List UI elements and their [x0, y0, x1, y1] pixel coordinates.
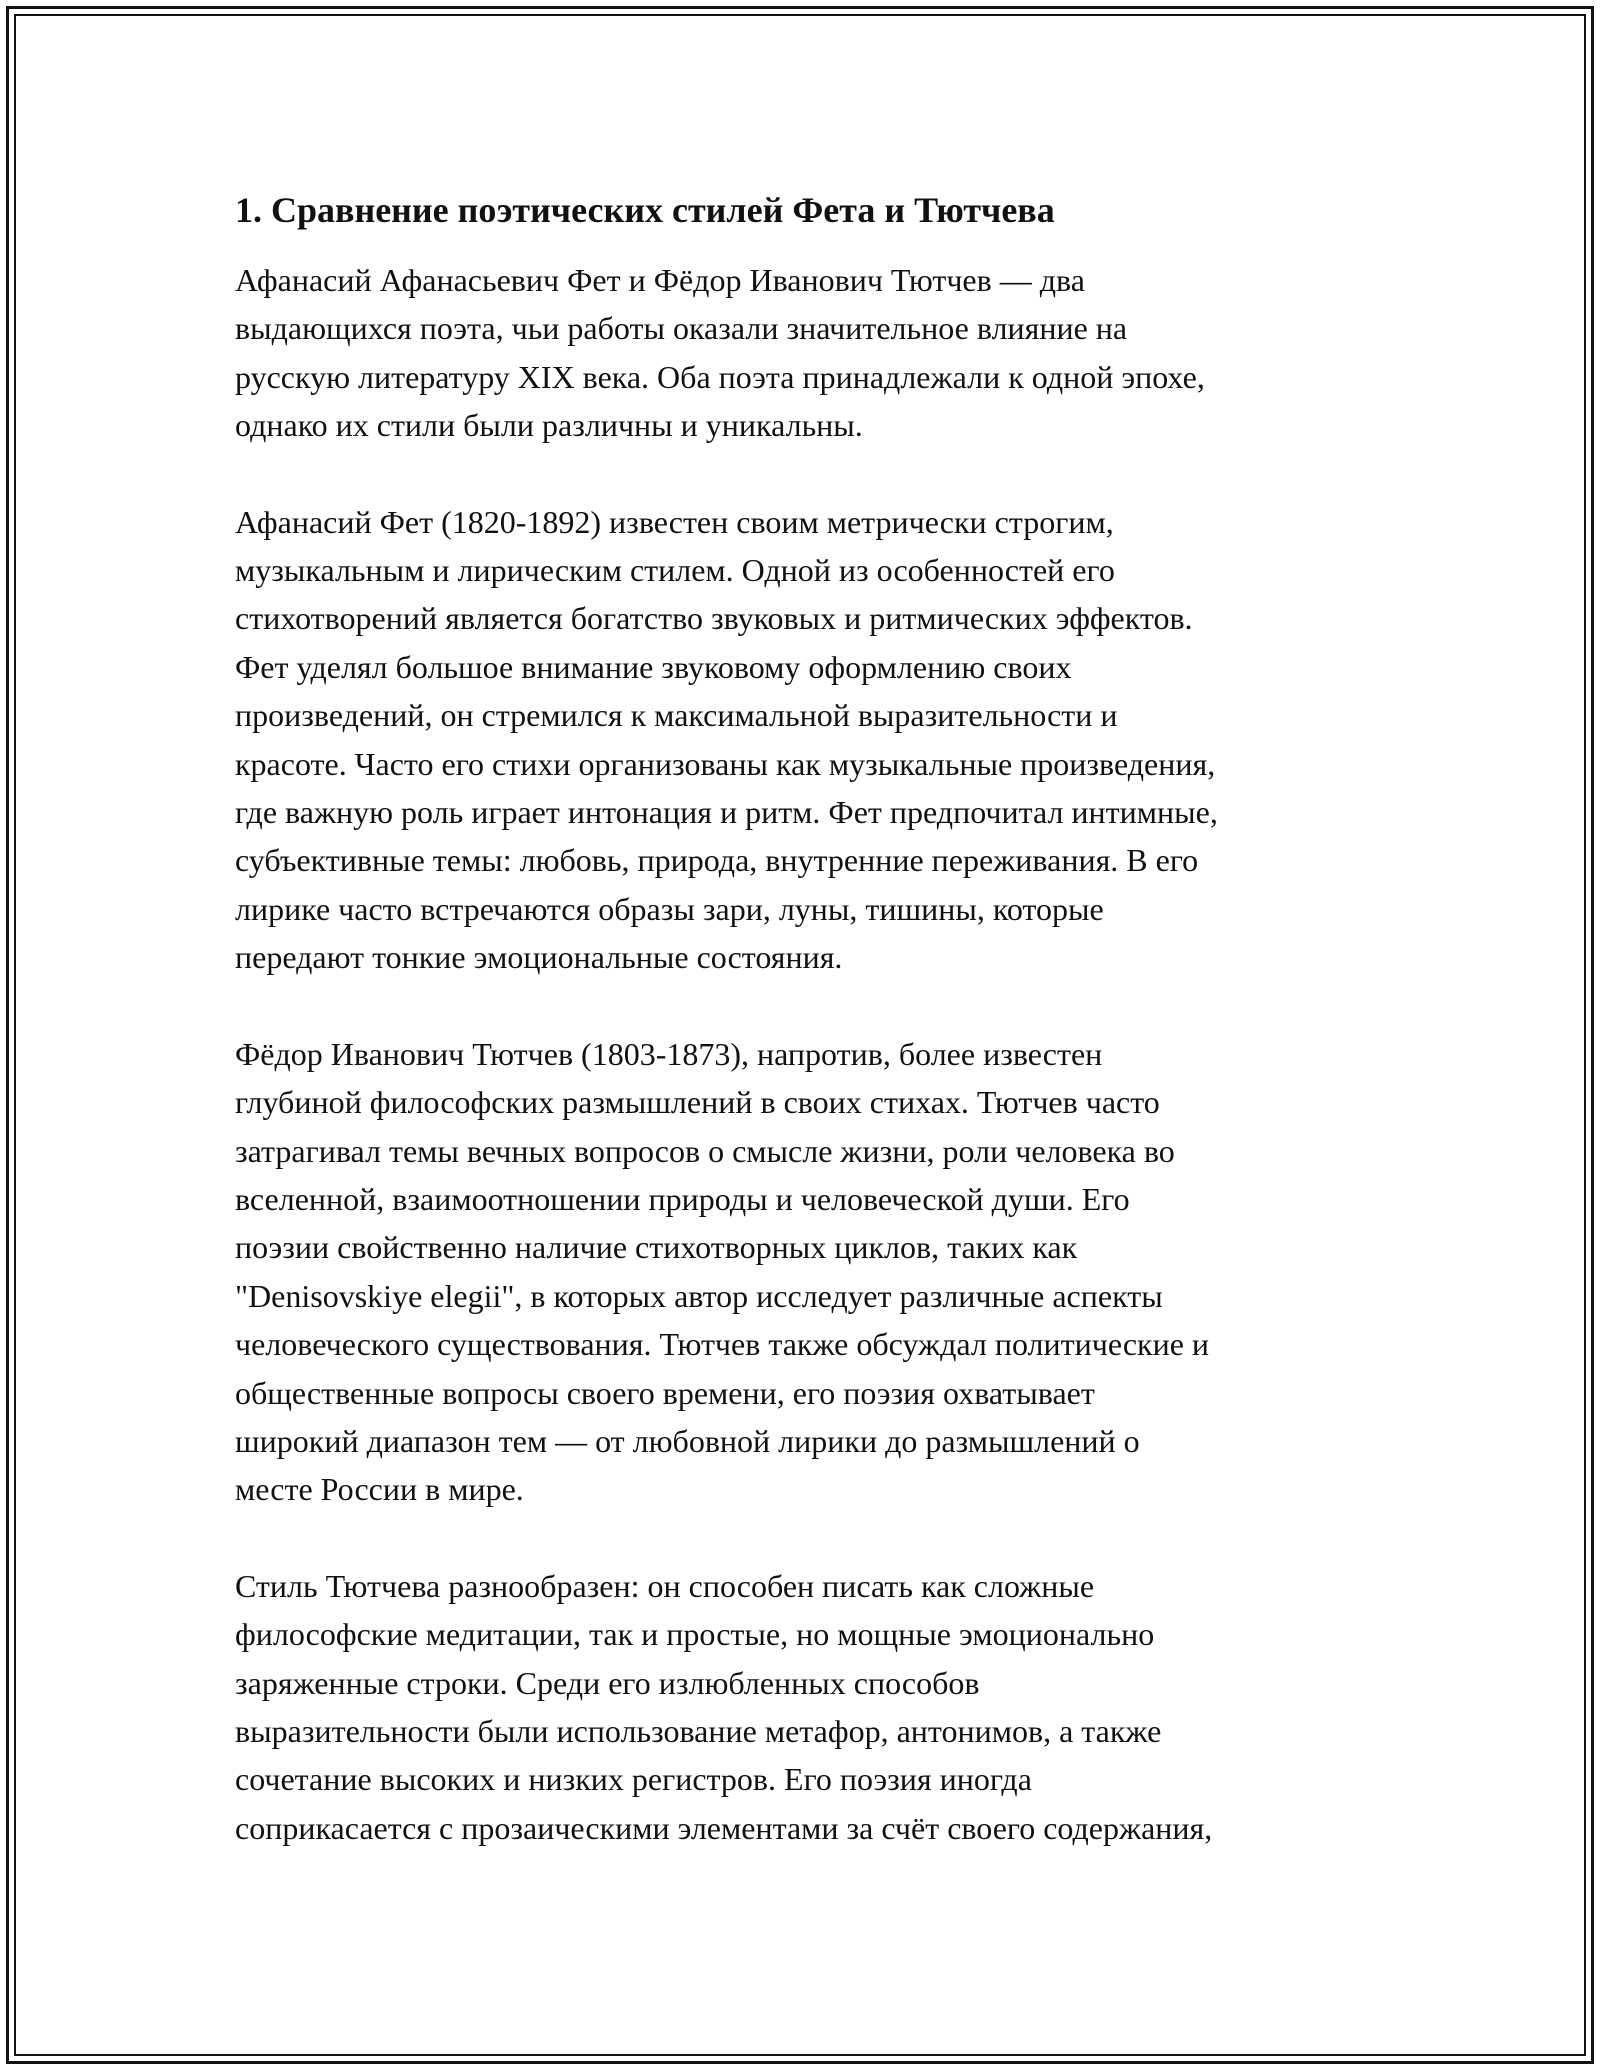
paragraph-line: заряженные строки. Среди его излюбленных способов [235, 1664, 980, 1701]
paragraph-line: затрагивал темы вечных вопросов о смысле жизни, роли человека во [235, 1132, 1175, 1169]
paragraph-line: стихотворений является богатство звуковых и ритмических эффектов. [235, 600, 1193, 637]
paragraph-line: человеческого существования. Тютчев также обсуждал политические и [235, 1326, 1210, 1363]
paragraph-line: Фет уделял большое внимание звуковому оформлению своих [235, 648, 1072, 685]
paragraph-line: передают тонкие эмоциональные состояния. [235, 939, 843, 976]
paragraph-line: соприкасается с прозаическими элементами за счёт своего содержания, [235, 1809, 1213, 1846]
paragraph-fet [235, 498, 1385, 982]
paragraph-line: Стиль Тютчева разнообразен: он способен писать как сложные [235, 1567, 1095, 1604]
paragraph-line: Афанасий Афанасьевич Фет и Фёдор Иванович Тютчев — два [235, 262, 1085, 298]
paragraph-line: "Denisovskiye elegii", в которых автор исследует различные аспекты [235, 1277, 1163, 1314]
paragraph-line: музыкальным и лирическим стилем. Одной из особенностей его [235, 552, 1115, 589]
paragraph-line: глубиной философских размышлений в своих стихах. Тютчев часто [235, 1084, 1160, 1121]
paragraph-line: Фёдор Иванович Тютчев (1803-1873), напротив, более известен [235, 1035, 1103, 1072]
paragraph-line: красоте. Часто его стихи организованы как музыкальные произведения, [235, 745, 1216, 782]
paragraph-line: поэзии свойственно наличие стихотворных циклов, таких как [235, 1229, 1078, 1266]
paragraph-line: где важную роль играет интонация и ритм. Фет предпочитал интимные, [235, 794, 1218, 831]
paragraph-line: выразительности были использование метафор, антонимов, а также [235, 1712, 1162, 1749]
paragraph-line: месте России в мире. [235, 1471, 524, 1508]
paragraph-line: общественные вопросы своего времени, его поэзия охватывает [235, 1374, 1095, 1411]
paragraph-tyutchev-style [235, 1562, 1385, 1852]
paragraph-line: сочетание высоких и низких регистров. Его поэзия иногда [235, 1761, 1032, 1798]
paragraph-line: однако их стили были различны и уникальны. [235, 407, 863, 444]
section-heading: 1. Сравнение поэтических стилей Фета и Тютчева [235, 190, 1055, 230]
paragraph-line: лирике часто встречаются образы зари, луны, тишины, которые [235, 890, 1104, 927]
paragraph-line: философские медитации, так и простые, но мощные эмоционально [235, 1616, 1155, 1653]
paragraph-line: широкий диапазон тем — от любовной лирики до размышлений о [235, 1422, 1140, 1459]
paragraph-tyutchev [235, 1030, 1385, 1514]
paragraph-line: русскую литературу XIX века. Оба поэта принадлежали к одной эпохе, [235, 358, 1205, 395]
paragraph-line: выдающихся поэта, чьи работы оказали значительное влияние на [235, 310, 1128, 347]
paragraph-line: Афанасий Фет (1820-1892) известен своим метрически строгим, [235, 503, 1114, 540]
paragraph-line: субъективные темы: любовь, природа, внутренние переживания. В его [235, 842, 1199, 879]
paragraph-line: вселенной, взаимоотношении природы и человеческой души. Его [235, 1180, 1130, 1217]
document-page [235, 188, 1385, 1900]
paragraph-intro [235, 256, 1385, 450]
paragraph-line: произведений, он стремился к максимальной выразительности и [235, 697, 1118, 734]
